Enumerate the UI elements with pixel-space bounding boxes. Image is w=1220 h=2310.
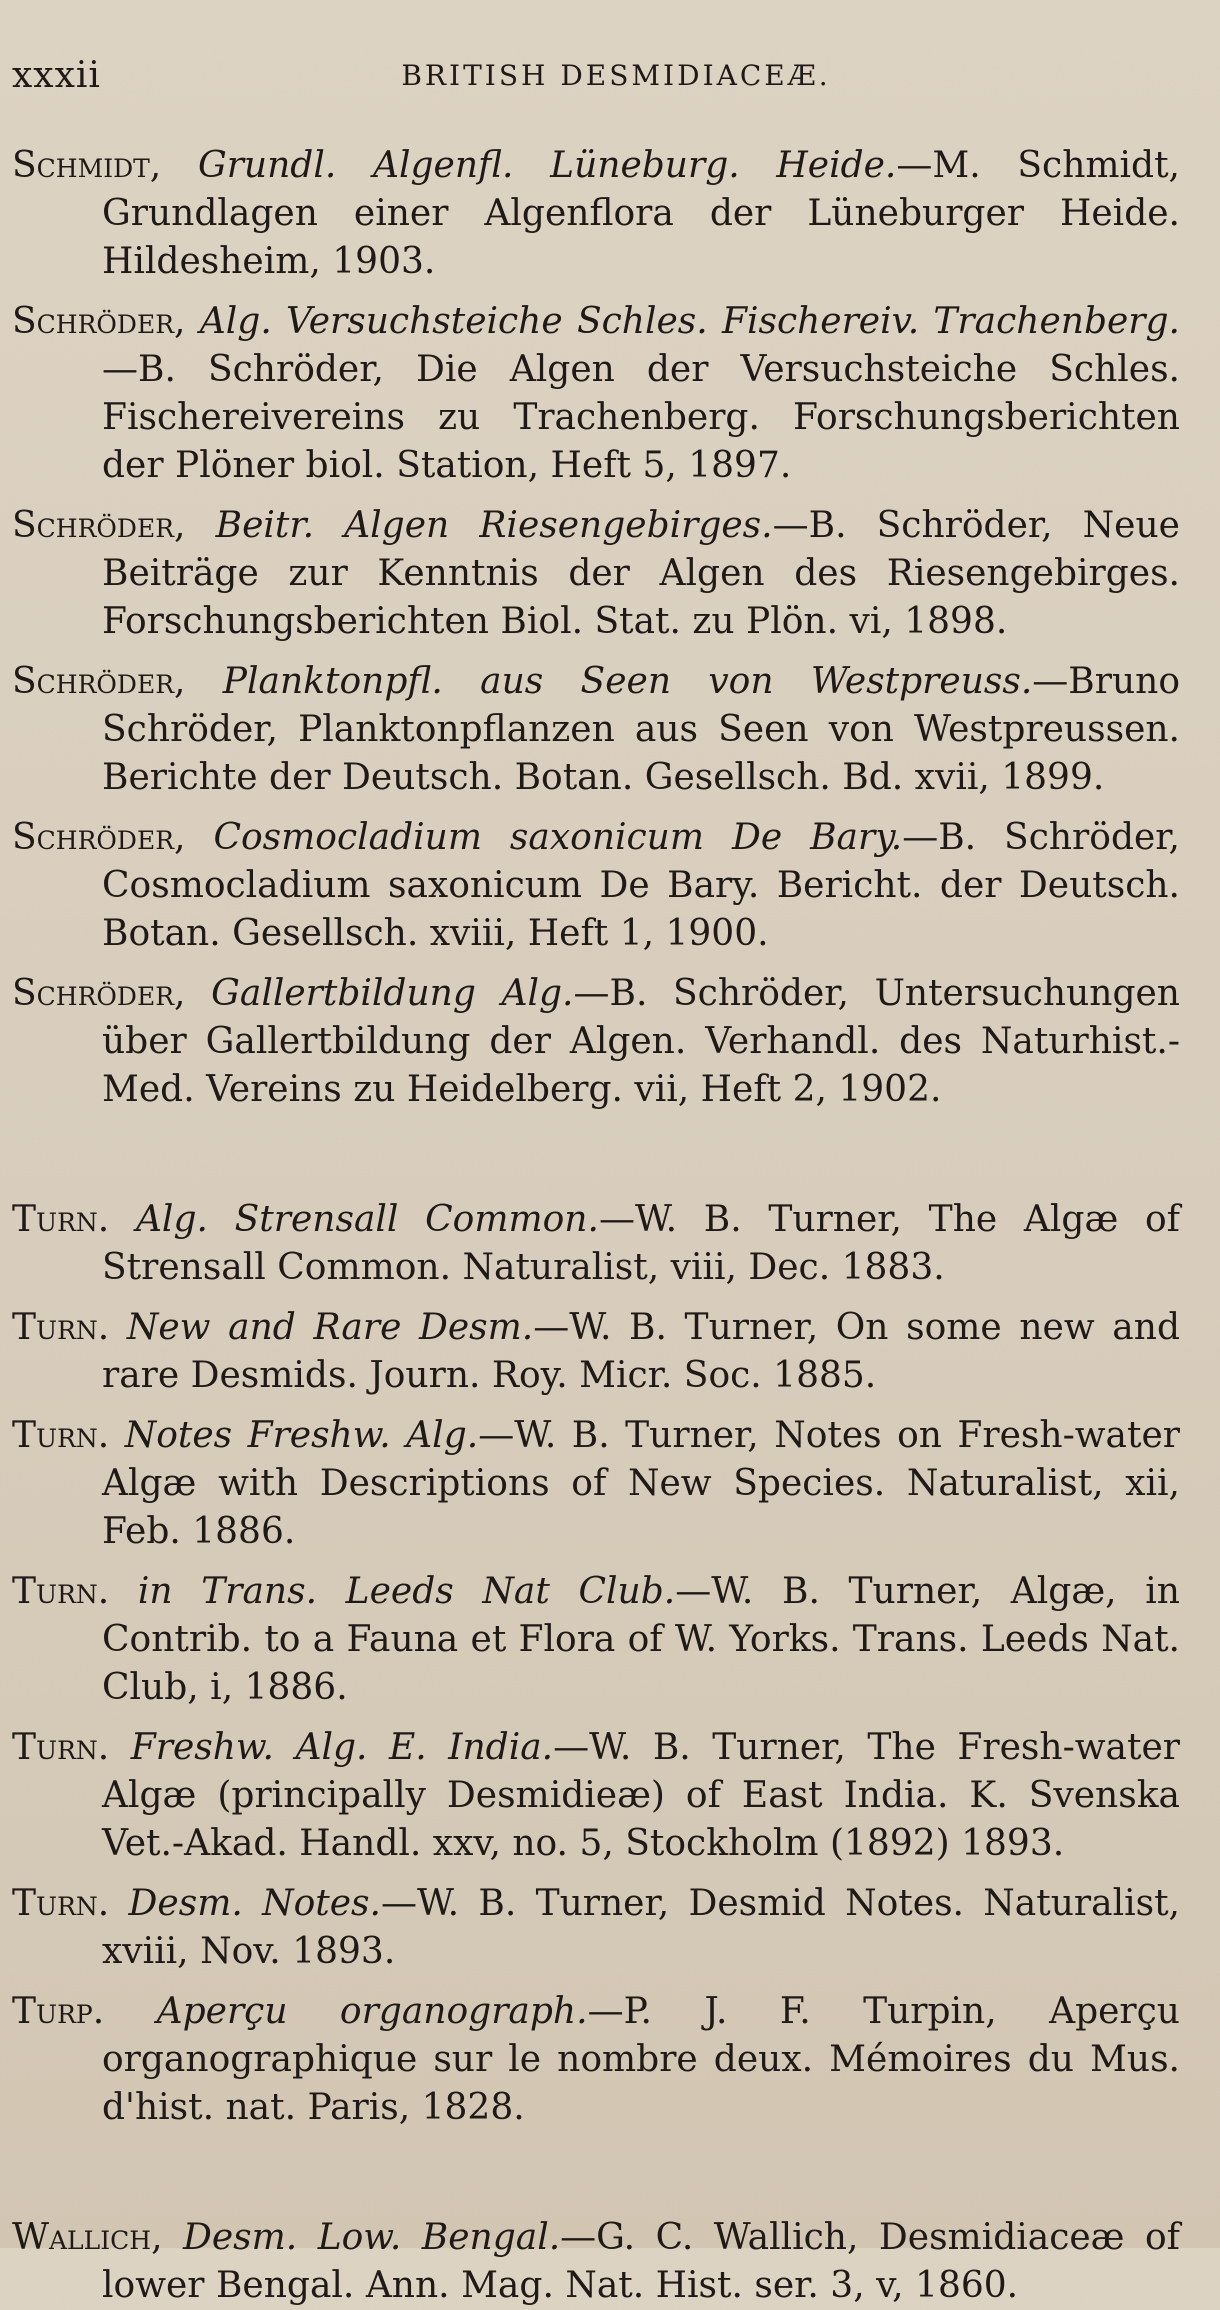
entry-author: Turp. [12,1991,105,2032]
bibliography-entry [12,298,1180,490]
bibliography-group-s [12,142,1180,1114]
entry-author: Schröder, [12,817,186,858]
bibliography-entry [12,1724,1180,1868]
entry-abbreviation: Gallertbildung Alg. [211,973,574,1014]
entry-citation: —W. B. Turner, The Algæ of Strensall Common. Naturalist, viii, Dec. 1883. [102,1199,1180,1288]
entry-abbreviation: Alg. Versuchsteiche Schles. Fischereiv. Trachenberg. [199,301,1180,342]
entry-citation: —B. Schröder, Cosmocladium saxonicum De Bary. Bericht. der Deutsch. Botan. Gesellsch. xviii, Heft 1, 1900. [102,817,1180,954]
bibliography-entry [12,814,1180,958]
entry-citation: —M. Schmidt, Grundlagen einer Algenflora der Lüneburger Heide. Hildesheim, 1903. [102,145,1180,282]
entry-citation: —Bruno Schröder, Planktonpflanzen aus Seen von Westpreussen. Berichte der Deutsch. Botan. Gesellsch. Bd. xvii, 1899. [102,661,1180,798]
page-number: xxxii [12,55,101,96]
bibliography-entry [12,1412,1180,1556]
page-header [12,46,1180,106]
bibliography-group-t [12,1196,1180,2132]
entry-abbreviation: Beitr. Algen Riesengebirges. [215,505,773,546]
entry-citation: —B. Schröder, Die Algen der Versuchsteiche Schles. Fischereivereins zu Trachenberg. Forschungsberichten der Plöner biol. Station, Heft 5, 1897. [102,349,1180,486]
entry-abbreviation: Desm. Notes. [128,1883,381,1924]
entry-author: Schröder, [12,973,186,1014]
entry-author: Schröder, [12,505,186,546]
bibliography-entry [12,2214,1180,2310]
entry-abbreviation: New and Rare Desm. [126,1307,534,1348]
entry-citation: —W. B. Turner, Algæ, in Contrib. to a Fauna et Flora of W. Yorks. Trans. Leeds Nat. Club, i, 1886. [102,1571,1180,1708]
entry-author: Turn. [12,1307,110,1348]
bibliography-entry [12,1880,1180,1976]
entry-abbreviation: Desm. Low. Bengal. [183,2217,561,2258]
entry-citation: —W. B. Turner, Desmid Notes. Naturalist, xviii, Nov. 1893. [102,1883,1180,1972]
entry-abbreviation: Freshw. Alg. E. India. [130,1727,554,1768]
entry-author: Turn. [12,1571,110,1612]
entry-citation: —W. B. Turner, The Fresh-water Algæ (principally Desmidieæ) of East India. K. Svenska Vet.-Akad. Handl. xxv, no. 5, Stockholm (1892) 1893. [102,1727,1180,1864]
entry-citation: —W. B. Turner, On some new and rare Desmids. Journ. Roy. Micr. Soc. 1885. [102,1307,1180,1396]
entry-citation: —P. J. F. Turpin, Aperçu organographique sur le nombre deux. Mémoires du Mus. d'hist. nat. Paris, 1828. [102,1991,1180,2128]
entry-citation: —B. Schröder, Neue Beiträge zur Kenntnis der Algen des Riesengebirges. Forschungsberichten Biol. Stat. zu Plön. vi, 1898. [102,505,1180,642]
entry-author: Turn. [12,1727,110,1768]
entry-author: Schröder, [12,301,186,342]
entry-citation: —B. Schröder, Untersuchungen über Gallertbildung der Algen. Verhandl. des Naturhist.-Med. Vereins zu Heidelberg. vii, Heft 2, 1902. [102,973,1180,1110]
bibliography-entry [12,658,1180,802]
entry-author: Schmidt, [12,145,162,186]
entry-abbreviation: Planktonpfl. aus Seen von Westpreuss. [222,661,1033,702]
entry-abbreviation: Notes Freshw. Alg. [124,1415,479,1456]
entry-author: Schröder, [12,661,186,702]
entry-abbreviation: Aperçu organograph. [156,1991,588,2032]
bibliography-entry [12,502,1180,646]
bibliography-entry [12,1988,1180,2132]
bibliography-entry [12,1196,1180,1292]
entry-abbreviation: Grundl. Algenfl. Lüneburg. Heide. [197,145,897,186]
entry-abbreviation: Cosmocladium saxonicum De Bary. [213,817,903,858]
bibliography-entry [12,1568,1180,1712]
entry-abbreviation: Alg. Strensall Common. [135,1199,599,1240]
entry-author: Turn. [12,1883,110,1924]
bibliography-group-w [12,2214,1180,2310]
running-title: BRITISH DESMIDIACEÆ. [401,59,831,92]
bibliography-entry [12,1304,1180,1400]
entry-author: Wallich, [12,2217,163,2258]
entry-author: Turn. [12,1199,110,1240]
entry-citation: —W. B. Turner, Notes on Fresh-water Algæ with Descriptions of New Species. Naturalist, xii, Feb. 1886. [102,1415,1180,1552]
entry-citation: —G. C. Wallich, Desmidiaceæ of lower Bengal. Ann. Mag. Nat. Hist. ser. 3, v, 1860. [102,2217,1180,2306]
bibliography-entry [12,142,1180,286]
bibliography-entry [12,970,1180,1114]
entry-author: Turn. [12,1415,110,1456]
entry-abbreviation: in Trans. Leeds Nat Club. [137,1571,676,1612]
